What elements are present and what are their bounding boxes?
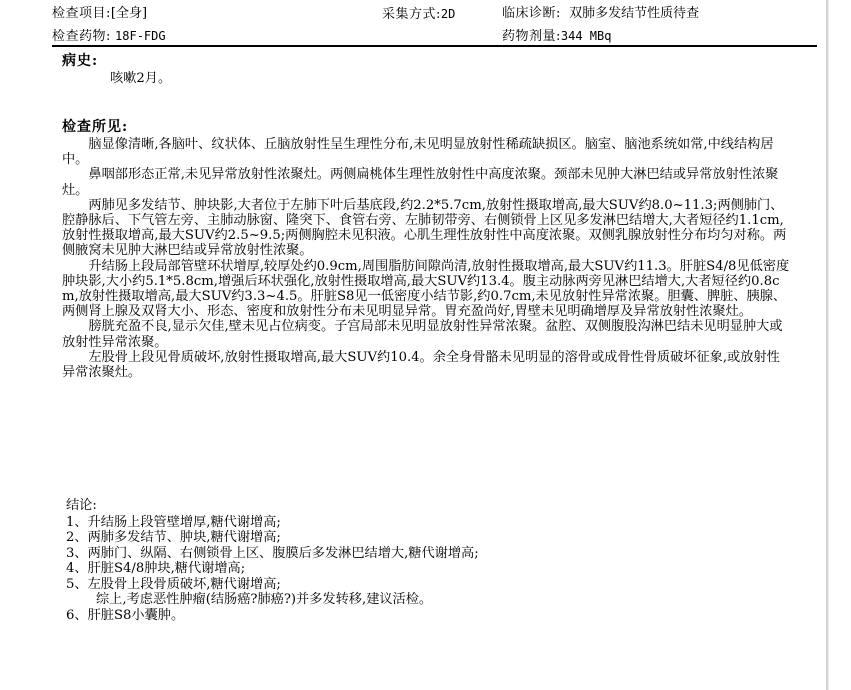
findings-paragraph-bone: 左股骨上段见骨质破坏,放射性摄取增高,最大SUV约10.4。余全身骨骼未见明显的溶骨或成骨性骨质破坏征象,或放射性异常浓聚灶。 (62, 349, 780, 381)
exam-item-field (52, 6, 147, 22)
conclusion-title: 结论: (66, 498, 97, 513)
drug-field (52, 28, 166, 45)
header-divider (52, 45, 817, 47)
dose-value: 344 MBq (560, 29, 612, 43)
exam-item-label: 检查项目: (52, 6, 111, 21)
diagnosis-field (502, 6, 699, 22)
findings-paragraph-abdomen: 升结肠上段局部管壁环状增厚,较厚处约0.9cm,周围脂肪间隙尚清,放射性摄取增高,最大SUV约11.3。肝脏S4/8见低密度肿块影,大小约5.1*5.8cm,增强后环状强化,放射性摄取增高,最大SUV约13.4。腹主动脉两旁见淋巴结增大,大者短径约0.8cm,放射性摄取增高,最大SUV约3.3~4.5。肝脏S8见一低密度小结节影,约0.7cm,未见放射性异常浓聚。胆囊、脾脏、胰腺、两侧肾上腺及双肾大小、形态、密度和放射性分布未见明显异常。胃充盈尚好,胃壁未见明确增厚及异常放射性浓聚灶。 (62, 258, 790, 320)
conclusion-item-4: 4、肝脏S4/8肿块,糖代谢增高; (66, 561, 246, 576)
findings-paragraph-chest: 两肺见多发结节、肿块影,大者位于左肺下叶后基底段,约2.2*5.7cm,放射性摄取增高,最大SUV约8.0~11.3;两侧肺门、腔静脉后、下气管左旁、主肺动脉窗、隆突下、食管右旁、左肺韧带旁、右侧锁骨上区见多发淋巴结增大,大者短径约1.1cm,放射性摄取增高,最大SUV约2.5~9.5;两侧胸腔未见积液。心肌生理性放射性中高度浓聚。双侧乳腺放射性分布均匀对称。两侧腋窝未见肿大淋巴结或异常放射性浓聚。 (62, 197, 787, 259)
diagnosis-label: 临床诊断: (502, 6, 561, 21)
collect-method-field (382, 6, 455, 23)
dose-label: 药物剂量: (502, 29, 561, 44)
collect-method-label: 采集方式: (382, 7, 441, 22)
drug-label: 检查药物: (52, 29, 111, 44)
diagnosis-value: 双肺多发结节性质待查 (569, 6, 700, 21)
page-edge-rule (826, 0, 829, 690)
conclusion-item-3: 3、两肺门、纵隔、右侧锁骨上区、腹膜后多发淋巴结增大,糖代谢增高; (66, 545, 479, 561)
dose-field (502, 28, 611, 45)
conclusion-item-6: 6、肝脏S8小囊肿。 (66, 607, 185, 623)
conclusion-summary: 综上,考虑恶性肿瘤(结肠癌?肺癌?)并多发转移,建议活检。 (96, 592, 433, 607)
conclusion-item-2: 2、两肺多发结节、肿块,糖代谢增高; (66, 530, 281, 545)
findings-body (62, 137, 792, 380)
findings-paragraph-brain: 脑显像清晰,各脑叶、纹状体、丘脑放射性呈生理性分布,未见明显放射性稀疏缺损区。脑室、脑池系统如常,中线结构居中。 (62, 137, 774, 168)
collect-method-value: 2D (440, 7, 456, 21)
exam-item-value: [全身] (110, 6, 148, 21)
history-title: 病史: (62, 53, 99, 69)
drug-value: 18F-FDG (115, 29, 166, 43)
findings-paragraph-pelvis: 膀胱充盈不良,显示欠佳,壁未见占位病变。子宫局部未见明显放射性异常浓聚。盆腔、双侧腹股沟淋巴结未见明显肿大或放射性异常浓聚。 (62, 319, 783, 350)
conclusion-item-1: 1、升结肠上段管壁增厚,糖代谢增高; (66, 514, 281, 530)
conclusion-item-5: 5、左股骨上段骨质破坏,糖代谢增高; (66, 576, 281, 592)
conclusion-block (66, 498, 806, 623)
history-text: 咳嗽2月。 (110, 71, 172, 86)
findings-paragraph-neck: 鼻咽部形态正常,未见异常放射性浓聚灶。两侧扁桃体生理性放射性中高度浓聚。颈部未见肿大淋巴结或异常放射性浓聚灶。 (62, 167, 779, 198)
findings-title: 检查所见: (62, 119, 129, 135)
